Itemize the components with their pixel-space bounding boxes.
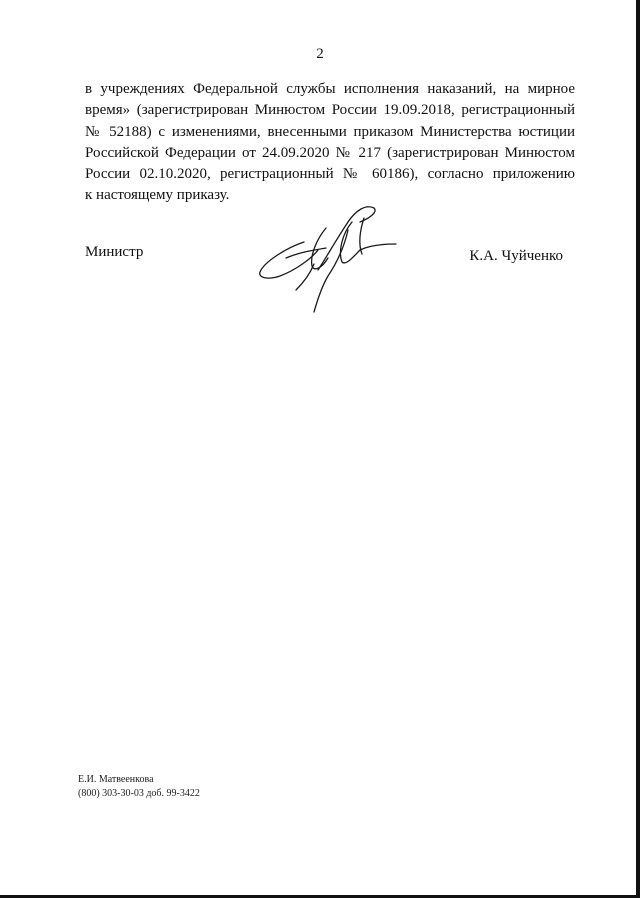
- executor-info: [78, 773, 200, 800]
- executor-phone: (800) 303-30-03 доб. 99-3422: [78, 787, 200, 799]
- page-number: 2: [316, 46, 324, 62]
- signer-position: Министр: [85, 244, 144, 260]
- body-line: к настоящему приказу.: [85, 187, 230, 204]
- body-line: в учреждениях Федеральной службы исполнения наказаний, на мирное: [85, 81, 575, 97]
- body-line: № 52188) с изменениями, внесенными приказом Министерства юстиции: [85, 123, 575, 140]
- executor-name: Е.И. Матвеенкова: [78, 774, 154, 785]
- body-line: время» (зарегистрирован Минюстом России 19.09.2018, регистрационный: [85, 102, 575, 119]
- handwritten-signature: [256, 200, 406, 320]
- body-line: Российской Федерации от 24.09.2020 № 217 (зарегистрирован Минюстом: [85, 144, 575, 161]
- body-line: России 02.10.2020, регистрационный № 60186), согласно приложению: [85, 166, 575, 183]
- body-paragraph: [85, 79, 575, 207]
- signer-name: К.А. Чуйченко: [469, 248, 563, 264]
